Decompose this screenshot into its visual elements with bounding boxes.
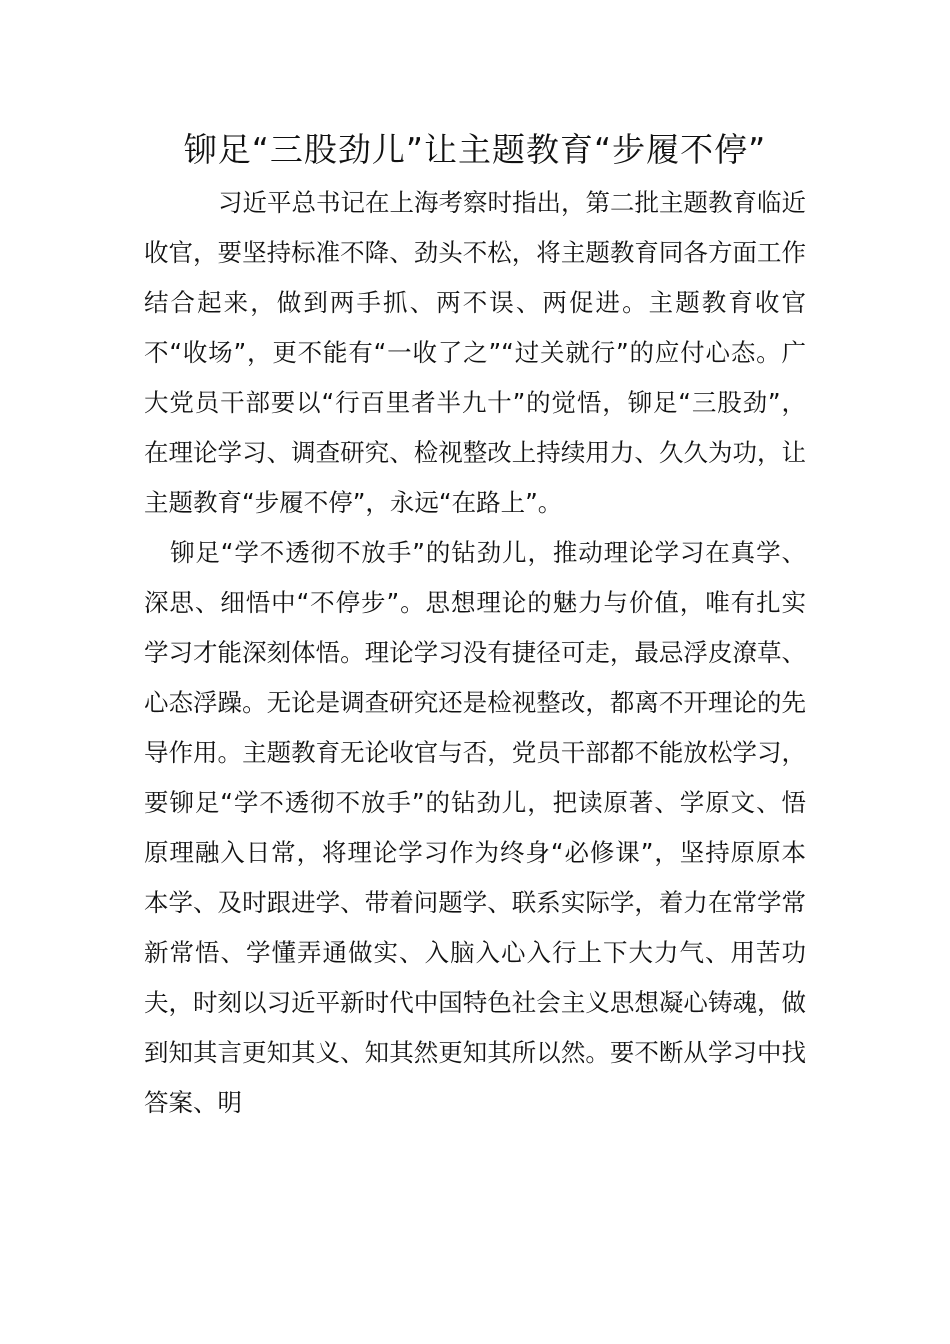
paragraph-study: 铆足“学不透彻不放手”的钻劲儿，推动理论学习在真学、深思、细悟中“不停步”。思想理论的魅力与价值，唯有扎实学习才能深刻体悟。理论学习没有捷径可走，最忌浮皮潦草、心态浮躁。无论是调查研究还是检视整改，都离不开理论的先导作用。主题教育无论收官与否，党员干部都不能放松学习，要铆足“学不透彻不放手”的钻劲儿，把读原著、学原文、悟原理融入日常，将理论学习作为终身“必修课”，坚持原原本本学、及时跟进学、带着问题学、联系实际学，着力在常学常新常悟、学懂弄通做实、入脑入心入行上下大力气、用苦功夫，时刻以习近平新时代中国特色社会主义思想凝心铸魂，做到知其言更知其义、知其然更知其所以然。要不断从学习中找答案、明 <box>144 538 806 1117</box>
document-page <box>144 124 806 1128</box>
document-title: 铆足“三股劲儿”让主题教育“步履不停” <box>183 130 767 169</box>
paragraph-intro: 习近平总书记在上海考察时指出，第二批主题教育临近收官，要坚持标准不降、劲头不松，将主题教育同各方面工作结合起来，做到两手抓、两不误、两促进。主题教育收官不“收场”，更不能有“一收了之”“过关就行”的应付心态。广大党员干部要以“行百里者半九十”的觉悟，铆足“三股劲”，在理论学习、调查研究、检视整改上持续用力、久久为功，让主题教育“步履不停”，永远“在路上”。 <box>144 188 806 517</box>
